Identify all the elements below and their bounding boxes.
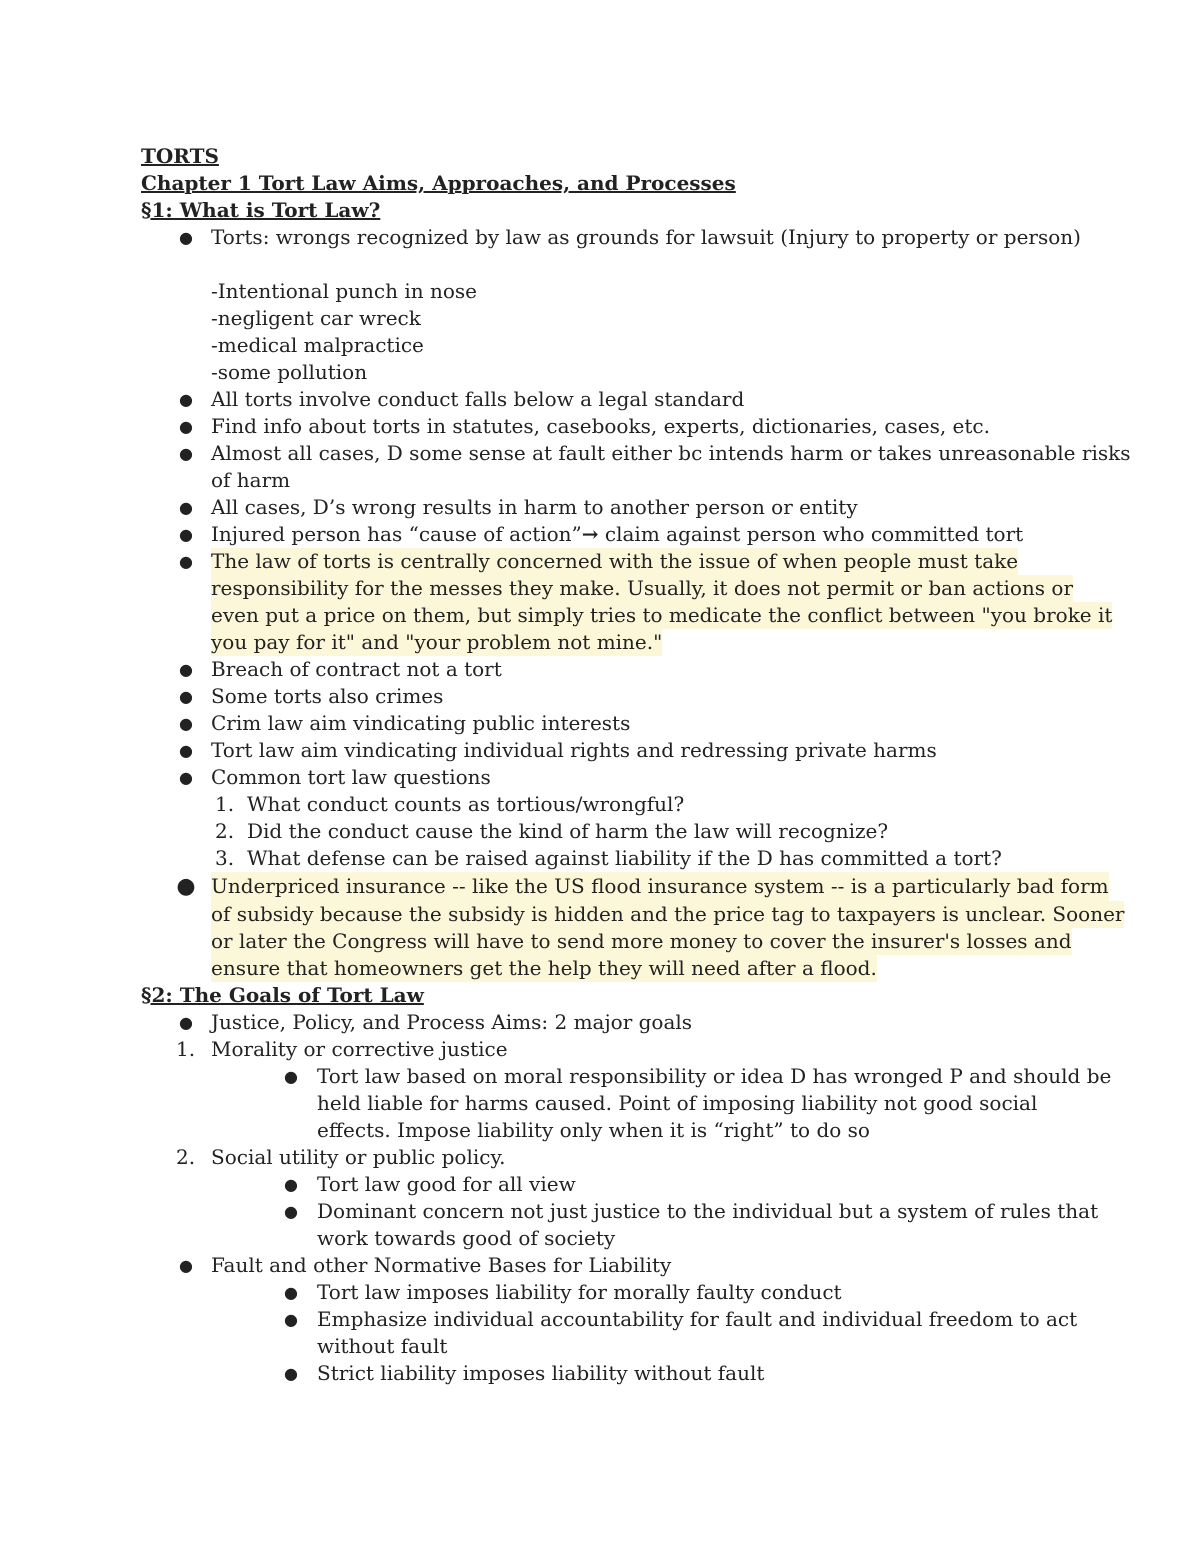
- list-item: [141, 413, 1071, 440]
- highlighted-text: you pay for it" and "your problem not mine.": [211, 630, 663, 654]
- highlighted-continuation: [141, 575, 1074, 602]
- list-item-text: Almost all cases, D some sense at fault either bc intends harm or takes unreasonable risks: [211, 441, 1131, 465]
- item-number: 1.: [215, 792, 235, 816]
- bullet-icon: ●: [179, 417, 193, 436]
- sub-list-item-continuation: work towards good of society: [317, 1226, 616, 1250]
- item-text: What conduct counts as tortious/wrongful?: [247, 792, 685, 816]
- sub-list-item-text: Tort law imposes liability for morally faulty conduct: [317, 1280, 842, 1304]
- list-item-highlighted: [141, 872, 1109, 901]
- item-text: Morality or corrective justice: [211, 1037, 508, 1061]
- item-text: Social utility or public policy.: [211, 1145, 506, 1169]
- sub-list-item: [141, 1360, 1071, 1387]
- highlighted-text: or later the Congress will have to send more money to cover the insurer's losses and: [211, 929, 1072, 953]
- list-item: [141, 1252, 1071, 1279]
- bullet-icon: ●: [179, 660, 193, 679]
- sub-list-item-text: Strict liability imposes liability without fault: [317, 1361, 765, 1385]
- bullet-icon: ●: [284, 1175, 298, 1194]
- list-item-text: Fault and other Normative Bases for Liability: [211, 1253, 672, 1277]
- list-item-text: Breach of contract not a tort: [211, 657, 502, 681]
- list-item-text: All cases, D’s wrong results in harm to another person or entity: [211, 495, 858, 519]
- bullet-icon: ●: [179, 552, 193, 571]
- item-text: Did the conduct cause the kind of harm the law will recognize?: [247, 819, 889, 843]
- highlighted-continuation: [141, 928, 1071, 955]
- numbered-item: [141, 1144, 1071, 1171]
- list-item-continuation: of harm: [211, 468, 291, 492]
- bullet-icon: ●: [284, 1310, 298, 1329]
- list-item-text: Justice, Policy, and Process Aims: 2 major goals: [211, 1010, 693, 1034]
- section-1-heading: §1: What is Tort Law?: [141, 198, 381, 222]
- list-item-text: Some torts also crimes: [211, 684, 444, 708]
- sub-list-item: [141, 1198, 1099, 1225]
- sub-list-item-continuation: held liable for harms caused. Point of imposing liability not good social: [317, 1091, 1038, 1115]
- sub-list-item-continuation: effects. Impose liability only when it is “right” to do so: [317, 1118, 870, 1142]
- numbered-item: [141, 791, 1071, 818]
- list-item-text: Torts: wrongs recognized by law as grounds for lawsuit (Injury to property or person): [211, 225, 1081, 249]
- bullet-icon: ●: [179, 390, 193, 409]
- list-item: [141, 224, 1081, 251]
- example-line: -negligent car wreck: [211, 306, 421, 330]
- bullet-icon: ●: [179, 687, 193, 706]
- item-number: 2.: [176, 1145, 196, 1169]
- list-item-text: Common tort law questions: [211, 765, 491, 789]
- highlighted-text: responsibility for the messes they make. Usually, it does not permit or ban actions or: [211, 576, 1074, 600]
- list-item-highlighted: [141, 548, 1071, 575]
- example-line: -some pollution: [211, 360, 368, 384]
- bullet-icon: ●: [179, 1256, 193, 1275]
- numbered-item: [141, 818, 1071, 845]
- example-line: -Intentional punch in nose: [211, 279, 477, 303]
- bullet-icon: ●: [284, 1283, 298, 1302]
- list-item: [141, 386, 1071, 413]
- list-item-text: Crim law aim vindicating public interests: [211, 711, 631, 735]
- bullet-icon: ●: [179, 444, 193, 463]
- bullet-icon: ●: [284, 1202, 298, 1221]
- highlighted-text: Underpriced insurance -- like the US flood insurance system -- is a particularly bad form: [211, 872, 1109, 901]
- item-number: 2.: [215, 819, 235, 843]
- list-item: [141, 683, 1071, 710]
- list-item-text: [211, 521, 1023, 548]
- sub-list-item: [141, 1279, 1071, 1306]
- chapter-heading: Chapter 1 Tort Law Aims, Approaches, and Processes: [141, 171, 736, 195]
- list-item: [141, 710, 1071, 737]
- highlighted-continuation: [141, 629, 1071, 656]
- numbered-item: [141, 845, 1071, 872]
- arrow-right-icon: →: [581, 522, 599, 546]
- sub-list-item: [141, 1171, 1071, 1198]
- list-item: [141, 1009, 1071, 1036]
- highlighted-text: of subsidy because the subsidy is hidden and the price tag to taxpayers is unclear. Sooner: [211, 902, 1125, 926]
- highlighted-continuation: [141, 602, 1113, 629]
- list-item: [141, 737, 1071, 764]
- sub-list-item: [141, 1063, 1112, 1090]
- cause-of-action-text: Injured person has “cause of action”: [211, 522, 582, 546]
- bullet-icon: ●: [179, 1013, 193, 1032]
- item-number: 1.: [176, 1037, 196, 1061]
- bullet-icon: ●: [179, 525, 193, 544]
- list-item-text: All torts involve conduct falls below a legal standard: [211, 387, 745, 411]
- bullet-icon: ●: [176, 874, 196, 899]
- bullet-icon: ●: [179, 498, 193, 517]
- section-2-heading: §2: The Goals of Tort Law: [141, 983, 424, 1007]
- highlighted-continuation: [141, 901, 1125, 928]
- sub-list-item-continuation: without fault: [317, 1334, 448, 1358]
- blank-line: [141, 251, 1071, 278]
- highlighted-continuation: [141, 955, 1071, 982]
- sub-list-item-text: Dominant concern not just justice to the individual but a system of rules that: [317, 1199, 1099, 1223]
- list-item: [141, 656, 1071, 683]
- sub-list-item-text: Emphasize individual accountability for fault and individual freedom to act: [317, 1307, 1078, 1331]
- list-item-text: Tort law aim vindicating individual rights and redressing private harms: [211, 738, 937, 762]
- bullet-icon: ●: [284, 1067, 298, 1086]
- sub-list-item-text: Tort law good for all view: [317, 1172, 576, 1196]
- highlighted-text: ensure that homeowners get the help they will need after a flood.: [211, 956, 877, 980]
- bullet-icon: ●: [179, 228, 193, 247]
- list-item: [141, 521, 1071, 548]
- list-item-text: Find info about torts in statutes, casebooks, experts, dictionaries, cases, etc.: [211, 414, 990, 438]
- highlighted-text: even put a price on them, but simply tries to medicate the conflict between "you broke it: [211, 603, 1113, 627]
- item-number: 3.: [215, 846, 235, 870]
- numbered-item: [141, 1036, 1071, 1063]
- bullet-icon: ●: [284, 1364, 298, 1383]
- list-item: [141, 494, 1071, 521]
- example-line: -medical malpractice: [211, 333, 424, 357]
- document-page: [141, 143, 1131, 1387]
- bullet-icon: ●: [179, 714, 193, 733]
- highlighted-text: The law of torts is centrally concerned with the issue of when people must take: [211, 549, 1019, 573]
- item-text: What defense can be raised against liability if the D has committed a tort?: [247, 846, 1002, 870]
- bullet-icon: ●: [179, 768, 193, 787]
- sub-list-item-text: Tort law based on moral responsibility or idea D has wronged P and should be: [317, 1064, 1112, 1088]
- document-title: TORTS: [141, 144, 219, 168]
- list-item: [141, 440, 1131, 467]
- list-item: [141, 764, 1071, 791]
- bullet-icon: ●: [179, 741, 193, 760]
- sub-list-item: [141, 1306, 1078, 1333]
- cause-of-action-text-2: claim against person who committed tort: [604, 522, 1024, 546]
